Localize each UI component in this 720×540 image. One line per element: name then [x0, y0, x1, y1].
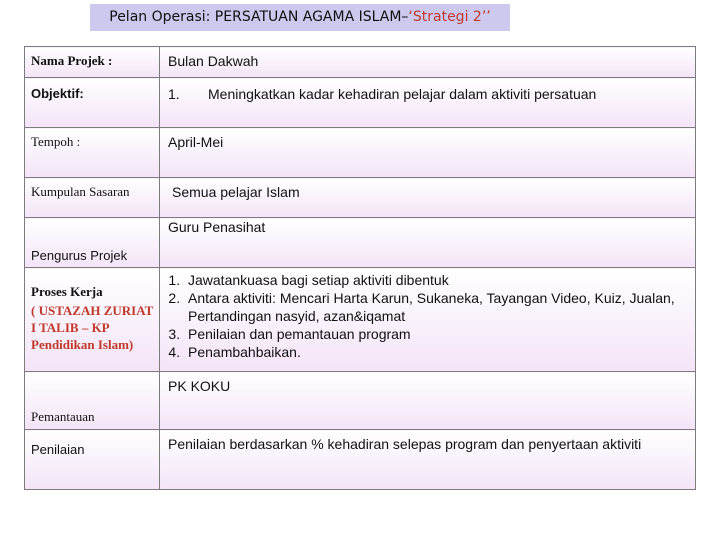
pemantauan-value: PK KOKU [168, 378, 231, 394]
penilaian-label: Penilaian [31, 442, 85, 457]
nama-projek-value-cell [160, 47, 696, 78]
objektif-label: Objektif: [31, 86, 84, 101]
objektif-label-cell [25, 78, 160, 128]
kumpulan-sasaran-value: Semua pelajar Islam [172, 184, 300, 200]
objektif-number: 1. [168, 86, 180, 102]
pengurus-projek-label-cell [25, 218, 160, 268]
penilaian-value-cell [160, 430, 696, 490]
penilaian-value: Penilaian berdasarkan % kehadiran selepas program dan penyertaan aktiviti [168, 436, 642, 452]
table-row [25, 372, 696, 430]
pengurus-projek-value: Guru Penasihat [168, 219, 266, 235]
proses-kerja-label-note: ( USTAZAH ZURIAT I TALIB – KP Pendidikan Islam) [31, 303, 154, 352]
nama-projek-value: Bulan Dakwah [168, 53, 259, 69]
operation-plan-table [24, 46, 696, 490]
tempoh-value-cell [160, 128, 696, 178]
nama-projek-label: Nama Projek : [31, 53, 113, 68]
list-item: 1. Jawatankuasa bagi setiap aktiviti dibentuk [184, 271, 695, 289]
tempoh-label-cell [25, 128, 160, 178]
pemantauan-value-cell [160, 372, 696, 430]
tempoh-value: April-Mei [168, 134, 224, 150]
pengurus-projek-label: Pengurus Projek [31, 248, 128, 263]
list-item: 3. Penilaian dan pemantauan program [184, 325, 695, 343]
pemantauan-label-cell [25, 372, 160, 430]
table-row [25, 78, 696, 128]
table-row [25, 268, 696, 372]
list-item: 2. Antara aktiviti: Mencari Harta Karun, Sukaneka, Tayangan Video, Kuiz, Jualan, Pertandingan nasyid, azan&iqamat [184, 289, 695, 325]
table-row [25, 128, 696, 178]
pengurus-projek-value-cell [160, 218, 696, 268]
objektif-value-cell [160, 78, 696, 128]
kumpulan-sasaran-value-cell [160, 178, 696, 218]
pemantauan-label: Pemantauan [31, 409, 95, 424]
table-row [25, 47, 696, 78]
nama-projek-label-cell [25, 47, 160, 78]
table-row [25, 430, 696, 490]
kumpulan-sasaran-label: Kumpulan Sasaran [31, 184, 130, 199]
title-highlight: ‘Strategi 2’’ [408, 9, 491, 25]
list-item: 4. Penambahbaikan. [184, 343, 695, 361]
kumpulan-sasaran-label-cell [25, 178, 160, 218]
proses-kerja-value-cell [160, 268, 696, 372]
slide-title [90, 4, 510, 31]
proses-kerja-label: Proses Kerja [31, 284, 103, 299]
objektif-value: Meningkatkan kadar kehadiran pelajar dalam aktiviti persatuan [208, 86, 597, 102]
proses-kerja-label-cell [25, 268, 160, 372]
tempoh-label: Tempoh : [31, 134, 81, 149]
penilaian-label-cell [25, 430, 160, 490]
title-prefix: Pelan Operasi: PERSATUAN AGAMA ISLAM– [109, 9, 409, 25]
table-row [25, 218, 696, 268]
proses-kerja-list [160, 268, 695, 361]
table-row [25, 178, 696, 218]
